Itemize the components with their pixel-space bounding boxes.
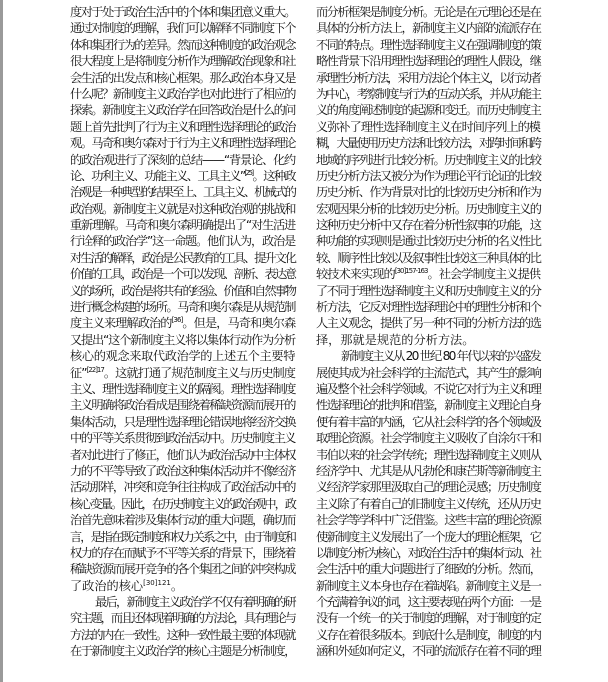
line-text: 题上首先批判了行为主义和理性选择理论的政治 [70,119,295,134]
text-line [316,414,540,430]
text-line [70,135,295,151]
text-line [316,447,540,463]
page-edge-bar [0,0,3,682]
text-line [316,529,540,545]
text-line [316,152,540,168]
text-line [316,184,540,200]
line-text: 涵和外延如何定义，不同的流派存在着不同的理 [316,644,541,659]
text-line [316,430,540,446]
text-line [316,545,540,561]
text-line [316,627,540,643]
text-line [70,397,295,413]
line-text: 通过对制度的理解，我们可以解释不同制度下个 [70,21,295,36]
text-line [316,381,540,397]
line-text: 方法的内在一致性。这种一致性最主要的体现就 [70,627,295,642]
line-text: 较技术来实现的 [316,267,395,282]
line-text-continued: 。这就打通了规范制度主义与历史制度 [103,365,295,380]
text-line [316,86,540,102]
line-text: 历史分析方法又被分为作为理论平行论证的比较 [316,168,541,183]
line-text: 主义、理性选择制度主义的隔阂。理性选择制度 [70,381,295,396]
text-line [316,102,540,118]
left-column [70,4,295,660]
text-line [70,53,295,69]
line-text: 遍及整个社会科学领域。不说它对行为主义和理 [316,381,541,396]
citation-reference: [30]121 [143,578,171,587]
line-text: 这种历史分析中又存在着分析性叙事的功能，这 [316,218,541,233]
text-line [316,463,540,479]
text-line [70,545,295,561]
line-text: 进行概念构建的场所。马奇和奥尔森是从规范制 [70,300,295,315]
text-line [70,37,295,53]
text-line [316,233,540,249]
line-text: 行诠释的政治学”这一命题。他们认为，政治是 [70,234,295,249]
line-text: 糊，大量使用历史方法和比较方法，对跨时间和跨 [316,136,541,151]
text-line [70,463,295,479]
line-text: 略性背景下沿用理性选择理论的理性人假设，继 [316,54,541,69]
text-line [316,496,540,512]
text-line [70,119,295,135]
text-line [70,479,295,495]
text-line [70,86,295,102]
line-text: 会生活中的重大问题进行了细致的分析。然而， [316,562,541,577]
line-text: 便有着丰富的内涵，它从社会科学的各个领域汲 [316,414,541,429]
line-text: 较、顺序性比较以及叙事性比较这三种具体的比 [316,250,541,265]
text-line [70,627,295,643]
line-text: 又提出“这个新制度主义将以集体行动作为分析 [70,332,295,347]
line-text: 主义除了有着自己的旧制度主义传统，还从历史 [316,496,541,511]
line-text: 征” [70,365,87,380]
line-text: 活动那样，冲突和竞争往往构成了政治活动中的 [70,480,295,495]
text-line [316,397,540,413]
text-line [70,610,295,626]
line-text: 义经济学家那里汲取自己的理论灵感；历史制度 [316,480,541,495]
line-text: 地域的序列进行比较分析。历史制度主义的比较 [316,152,541,167]
text-line [316,315,540,331]
text-line [316,37,540,53]
right-column [316,4,540,660]
text-line [316,201,540,217]
citation-reference: [22]17 [86,365,104,374]
line-text: 义的角度阐述制度的起源和变迁。而历史制度主 [316,103,541,118]
line-text: 取理论资源。社会学制度主义吸收了自涂尔干和 [316,431,541,446]
text-line [316,594,540,610]
text-line [70,20,295,36]
text-line [70,332,295,348]
line-text: 韦伯以来的社会学传统；理性选择制度主义则从 [316,447,541,462]
text-line [70,496,295,512]
line-text: 度主义来理解政治的 [70,316,172,331]
line-text: 度对于处于政治生活中的个体和集团意义重大。 [70,5,295,19]
line-text: 治首先意味着涉及集体行动的重大问题，确切而 [70,513,295,528]
line-text: 政治观。新制度主义就是对这种政治观的挑战和 [70,201,295,216]
line-text: 为中心，考察制度与行为的互动关系，并从功能主 [316,86,541,101]
line-text-continued: 。 [170,578,184,593]
line-text: 在于新制度主义政治学的核心主题是分析制度， [70,644,295,659]
line-text: 什么呢？新制度主义政治学也对此进行了相应的 [70,86,295,101]
line-text: 种功能的实现则是通过比较历史分析的名义性比 [316,234,541,249]
text-line [70,283,295,299]
line-text: 而分析框架是制度分析。无论是在元理论还是在 [316,5,541,19]
line-text: 最后，新制度主义政治学不仅有着明确的研 [95,595,295,610]
text-line [70,529,295,545]
text-line [316,348,540,364]
line-text: 承理性分析方法，采用方法论个体主义，以行动者 [316,70,541,85]
text-line [70,201,295,217]
text-line [316,53,540,69]
text-line [316,70,540,86]
line-text: 论、功利主义、功能主义、工具主义” [70,168,245,183]
line-text: 社会学等学科中广泛借鉴。这些丰富的理论资源 [316,513,541,528]
line-text-continued: 。但是，马奇和奥尔森 [182,316,296,331]
line-text: 析方法，它反对理性选择理论中的理性分析和个 [316,300,541,315]
text-line [70,561,295,577]
text-line [70,266,295,282]
line-text: 核心的观念来取代政治学的上述五个主要特 [70,349,295,364]
line-text: 集体活动，只是理性选择理论错误地将经济交换 [70,414,295,429]
line-text: 言，是指在既定制度和权力关系之中，由于制度和 [70,529,295,544]
text-line [316,365,540,381]
line-text-continued: 。这种政 [252,168,295,183]
text-line [70,233,295,249]
text-line [316,283,540,299]
text-line [70,381,295,397]
line-text-continued: 。社会学制度主义提供 [427,267,541,282]
line-text: 新制度主义从 20 世纪 80 年代以来的兴盛发 [341,349,540,364]
text-line [70,184,295,200]
line-text: 具体的分析方法上，新制度主义内部的流派存在 [316,21,541,36]
text-line [316,512,540,528]
line-text: 价值的工具，政治是一个可以发现、剖析、表达意 [70,267,295,282]
line-text: 展使其成为社会科学的主流范式，其产生的影响 [316,365,541,380]
citation-reference: [30]157-163 [394,267,428,276]
line-text: 治观是一种典型的结果至上、工具主义、机械式的 [70,185,295,200]
text-line [70,578,295,594]
line-text: 观。马奇和奥尔森对于行为主义和理性选择理论 [70,136,295,151]
text-line [70,643,295,659]
line-text: 了不同于理性选择制度主义和历史制度主义的分 [316,283,541,298]
line-text: 人主义观念，提供了另一种不同的分析方法的选 [316,316,541,331]
line-text: 性选择理论的批判和借鉴，新制度主义理论自身 [316,398,541,413]
line-text: 力的不平等导致了政治这种集体活动并不像经济 [70,463,295,478]
line-text: 个充满着争议的词，这主要表现在两个方面：一是 [316,595,541,610]
line-text: 以制度分析为核心，对政治生活中的集体行动、社 [316,545,541,560]
line-text: 宏观因果分析的比较历史分析。历史制度主义的 [316,201,541,216]
text-line [70,102,295,118]
text-line [316,217,540,233]
line-text: 探索。新制度主义政治学在回答政治是什么的问 [70,103,295,118]
text-line [70,315,295,331]
line-text: 稀缺资源而展开竞争的各个集团之间的冲突构成 [70,562,295,577]
line-text: 使新制度主义发展出了一个庞大的理论框架，它 [316,529,541,544]
text-line [316,332,540,348]
text-line [70,512,295,528]
line-text: 义弥补了理性选择制度主义在时间序列上的模 [316,119,540,134]
text-line [70,348,295,364]
line-text: 主义明确将政治看成是围绕着稀缺资源而展开的 [70,398,295,413]
text-line [70,70,295,86]
line-text: 核心变量。因此，在历史制度主义的政治观中，政 [70,496,295,511]
text-line [316,119,540,135]
line-text: 会生活的出发点和核心框架。那么政治本身又是 [70,70,295,85]
citation-reference: [25] [244,168,253,177]
citation-reference: [36] [171,316,183,325]
line-text: 没有一个统一的关于制度的理解，对于制度的定 [316,611,541,626]
line-text: 了政治的核心 [70,578,144,593]
line-text: 新制度主义本身也存在着缺陷。新制度主义是一 [316,578,541,593]
line-text: 很大程度上是将制度分析作为理解政治现象和社 [70,54,295,69]
line-text: 中的平等关系贯彻到政治活动中。历史制度主义 [70,431,295,446]
text-line [316,578,540,594]
text-line [70,217,295,233]
text-line [70,447,295,463]
text-line [70,430,295,446]
text-line [70,414,295,430]
text-line [70,299,295,315]
line-text: 权力的存在而赋予不平等关系的背景下，围绕着 [70,545,295,560]
line-text: 义存在着很多版本。到底什么是制度，制度的内 [316,627,541,642]
line-text: 义的场所，政治是将共有的经验、价值和自然事物 [70,283,295,298]
text-line [316,4,540,20]
text-line [316,168,540,184]
line-text: 择，那就是规范的分析方法。 [316,332,475,347]
line-text: 经济学中、尤其是从凡勃伦和康芒斯等新制度主 [316,463,541,478]
line-text: 体和集团行为的差异。然而这种制度的政治观念 [70,37,295,52]
text-line [70,4,295,20]
text-line [70,168,295,184]
line-text: 对生活的解释，政治是公民教育的工具、提升文化 [70,250,295,265]
text-line [316,561,540,577]
text-line [70,365,295,381]
text-line [316,20,540,36]
text-line [316,266,540,282]
text-line [316,643,540,659]
line-text: 究主题，而且还体现着明确的方法论，具有理论与 [70,611,295,626]
text-line [70,594,295,610]
text-line [316,135,540,151]
text-line [70,250,295,266]
line-text: 历史分析、作为背景对比的比较历史分析和作为 [316,185,541,200]
line-text: 者对此进行了修正，他们认为政治活动中主体权 [70,447,295,462]
line-text: 不同的特点。理性选择制度主义在强调制度的策 [316,37,541,52]
text-line [70,152,295,168]
text-line [316,610,540,626]
line-text: 的政治观进行了深刻的总结——“背景论、化约 [70,152,295,167]
text-line [316,299,540,315]
text-line [316,250,540,266]
line-text: 重新理解。马奇和奥尔森明确提出了“对生活进 [70,218,295,233]
text-line [316,479,540,495]
